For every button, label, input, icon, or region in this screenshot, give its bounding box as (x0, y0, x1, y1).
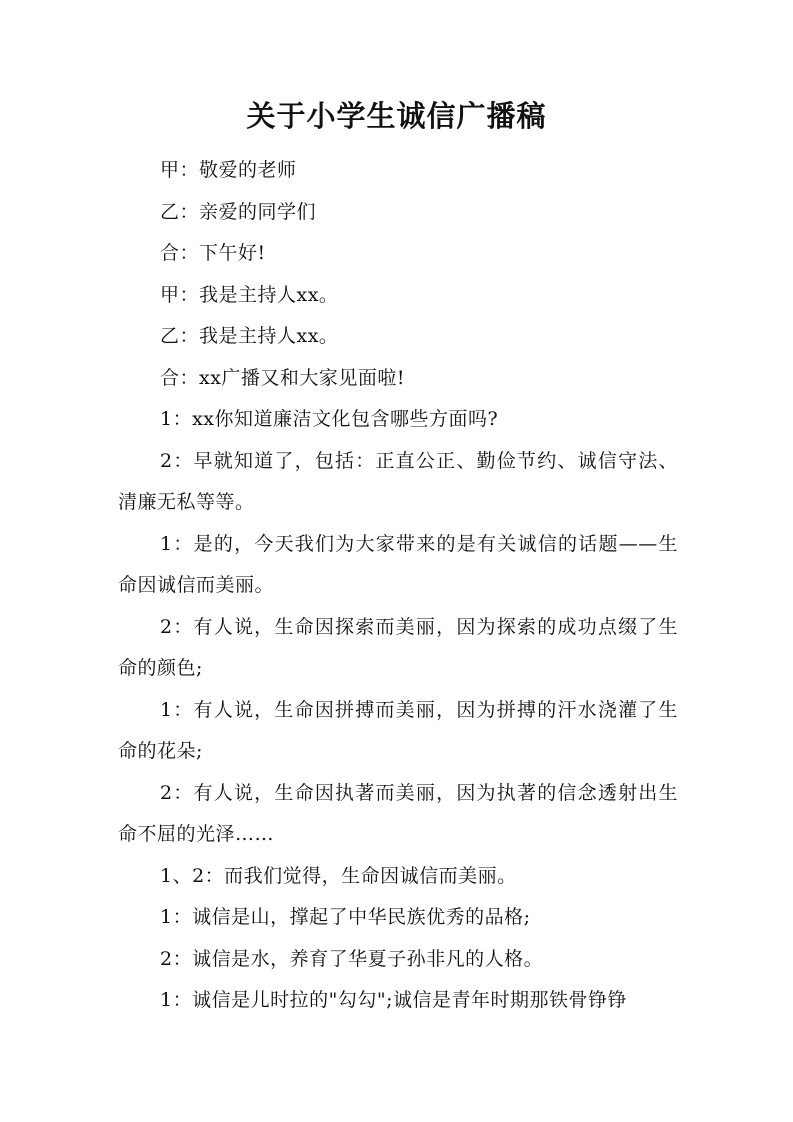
paragraph: 1：有人说，生命因拼搏而美丽，因为拼搏的汗水浇灌了生命的花朵; (118, 698, 678, 762)
paragraph: 2：有人说，生命因探索而美丽，因为探索的成功点缀了生命的颜色; (118, 615, 678, 679)
paragraph: 甲：我是主持人xx。 (160, 283, 339, 306)
paragraph: 2：有人说，生命因执著而美丽，因为执著的信念透射出生命不屈的光泽…… (118, 781, 678, 845)
paragraph: 1：是的，今天我们为大家带来的是有关诚信的话题——生命因诚信而美丽。 (118, 532, 678, 596)
paragraph: 乙：我是主持人xx。 (160, 325, 339, 347)
paragraph: 1：xx你知道廉洁文化包含哪些方面吗? (160, 408, 499, 430)
paragraph: 乙：亲爱的同学们 (160, 200, 317, 223)
paragraph: 2：早就知道了，包括：正直公正、勤俭节约、诚信守法、清廉无私等等。 (118, 449, 678, 513)
document-body (118, 150, 678, 1022)
paragraph: 合：下午好! (160, 242, 266, 264)
document-title: 关于小学生诚信广播稿 (246, 99, 547, 133)
paragraph: 1、2：而我们觉得，生命因诚信而美丽。 (160, 864, 517, 887)
paragraph: 2：诚信是水，养育了华夏子孙非凡的人格。 (160, 947, 544, 970)
paragraph: 合：xx广播又和大家见面啦! (160, 366, 406, 389)
paragraph: 1：诚信是山，撑起了中华民族优秀的品格; (160, 906, 531, 928)
paragraph: 甲：敬爱的老师 (160, 159, 297, 181)
paragraph: 1：诚信是儿时拉的"勾勾";诚信是青年时期那铁骨铮铮 (160, 989, 627, 1011)
